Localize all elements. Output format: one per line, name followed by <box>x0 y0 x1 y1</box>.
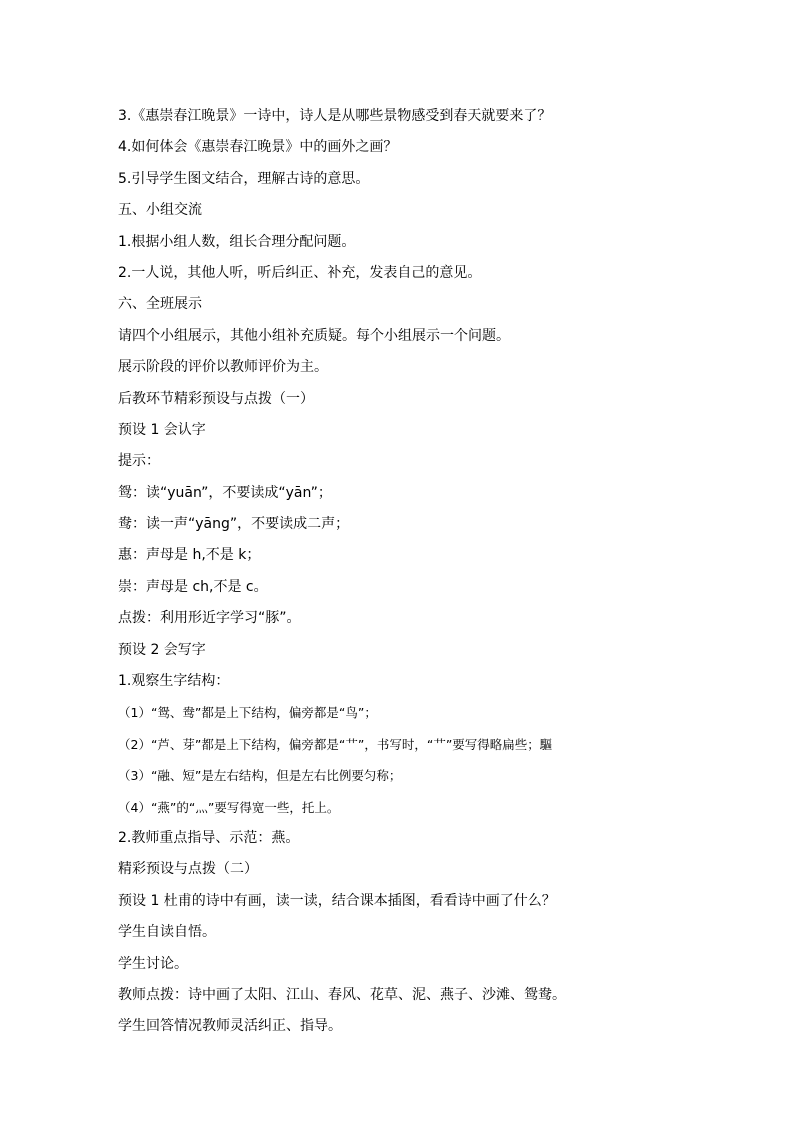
subheading: 预设 1 会认字 <box>118 421 206 438</box>
text-line: 展示阶段的评价以教师评价为主。 <box>118 359 328 376</box>
text-line: 提示： <box>118 453 160 470</box>
text-line: 学生讨论。 <box>118 955 188 972</box>
text-line: 4.如何体会《惠崇春江晚景》中的画外之画？ <box>118 139 398 156</box>
section-heading: 五、小组交流 <box>118 202 202 219</box>
list-item: （1）“鸳、鸯”都是上下结构，偏旁都是“鸟”； <box>118 705 377 721</box>
subheading: 预设 2 会写字 <box>118 641 206 658</box>
list-item: （4）“燕”的“灬”要写得宽一些，托上。 <box>118 799 340 815</box>
list-item: （3）“融、短”是左右结构，但是左右比例要匀称； <box>118 768 402 784</box>
text-line: 教师点拨：诗中画了太阳、江山、春风、花草、泥、燕子、沙滩、鸳鸯。 <box>118 986 566 1003</box>
text-line: 5.引导学生图文结合，理解古诗的意思。 <box>118 170 370 187</box>
text-line: 2.教师重点指导、示范：燕。 <box>118 829 300 846</box>
text-line: 学生自读自悟。 <box>118 924 216 941</box>
text-line: 请四个小组展示，其他小组补充质疑。每个小组展示一个问题。 <box>118 327 510 344</box>
text-line: 鸳：读“yuān”，不要读成“yān”； <box>118 484 332 501</box>
text-line: 1.根据小组人数，组长合理分配问题。 <box>118 233 356 250</box>
list-item: （2）“芦、芽”都是上下结构，偏旁都是“艹”，书写时，“艹”要写得略扁些；驅 <box>118 736 553 752</box>
section-heading: 精彩预设与点拨（二） <box>118 861 258 878</box>
text-line: 鸯：读一声“yāng”，不要读成二声； <box>118 516 350 533</box>
text-line: 点拨：利用形近字学习“豚”。 <box>118 610 301 627</box>
text-line: 学生回答情况教师灵活纠正、指导。 <box>118 1018 342 1035</box>
text-line: 预设 1 杜甫的诗中有画，读一读，结合课本插图，看看诗中画了什么？ <box>118 892 556 909</box>
section-heading: 六、全班展示 <box>118 296 202 313</box>
section-heading: 后教环节精彩预设与点拨（一） <box>118 390 314 407</box>
text-line: 惠：声母是 h,不是 k； <box>118 547 261 564</box>
text-line: 崇：声母是 ch,不是 c。 <box>118 578 268 595</box>
text-line: 1.观察生字结构： <box>118 673 230 690</box>
document-body <box>118 101 758 1043</box>
text-line: 3.《惠崇春江晚景》一诗中，诗人是从哪些景物感受到春天就要来了？ <box>118 108 552 124</box>
text-line: 2.一人说，其他人听，听后纠正、补充，发表自己的意见。 <box>118 264 482 281</box>
